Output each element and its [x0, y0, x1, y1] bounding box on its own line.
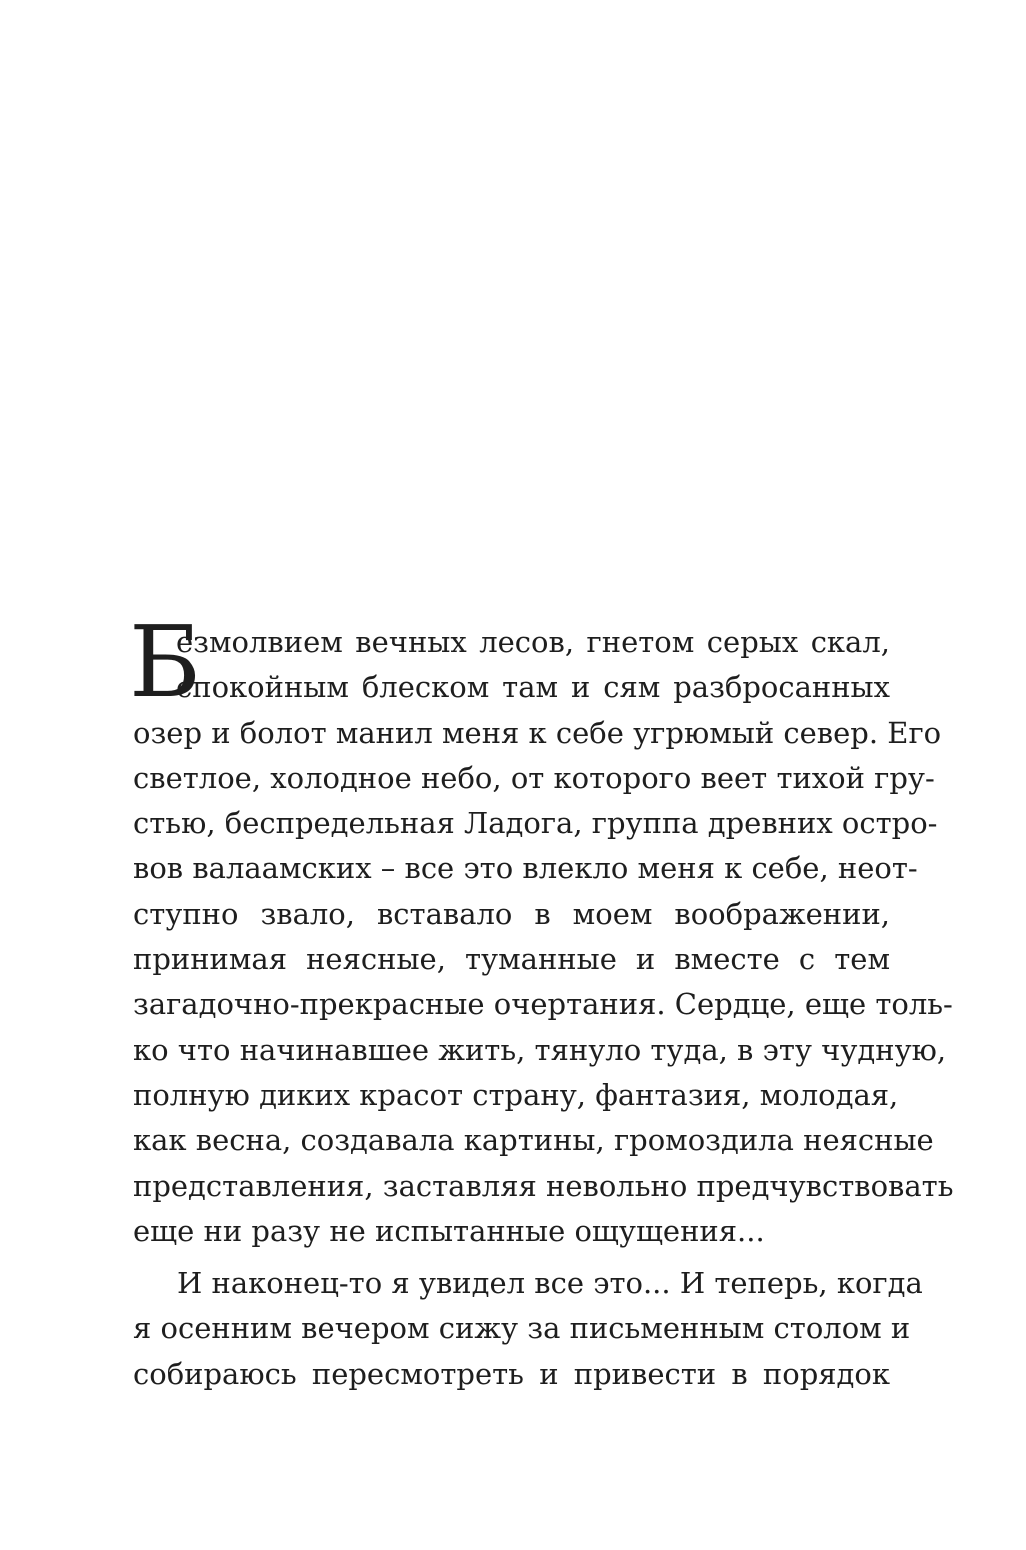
drop-cap: Б	[129, 606, 202, 720]
text-line: полную диких красот страну, фантазия, молодая,	[133, 1077, 899, 1112]
text-line: еще ни разу не испытанные ощущения...	[133, 1213, 765, 1248]
text-line: стью, беспредельная Ладога, группа древних остро-	[133, 806, 938, 841]
text-line: я осенним вечером сижу за письменным столом и	[133, 1311, 911, 1346]
text-line: езмолвием вечных лесов, гнетом серых скал,	[176, 625, 890, 659]
body-text	[129, 606, 954, 1397]
text-line: спокойным блеском там и сям разбросанных	[176, 670, 890, 705]
text-line: ступно звало, вставало в моем воображении,	[133, 896, 890, 931]
text-line: вов валаамских – все это влекло меня к себе, неот-	[133, 851, 918, 886]
text-line: ко что начинавшее жить, тянуло туда, в эту чудную,	[133, 1032, 947, 1067]
text-line: загадочно-прекрасные очертания. Сердце, еще толь-	[133, 987, 953, 1022]
text-line: светлое, холодное небо, от которого веет тихой гру-	[133, 760, 935, 795]
text-line: озер и болот манил меня к себе угрюмый север. Его	[133, 715, 942, 750]
text-line: представления, заставляя невольно предчувствовать	[133, 1168, 954, 1203]
text-line: как весна, создавала картины, громоздила неясные	[133, 1123, 934, 1158]
text-line: собираюсь пересмотреть и привести в порядок	[133, 1356, 890, 1391]
text-line: И наконец-то я увидел все это... И теперь, когда	[177, 1266, 923, 1301]
text-line: принимая неясные, туманные и вместе с тем	[133, 942, 890, 977]
